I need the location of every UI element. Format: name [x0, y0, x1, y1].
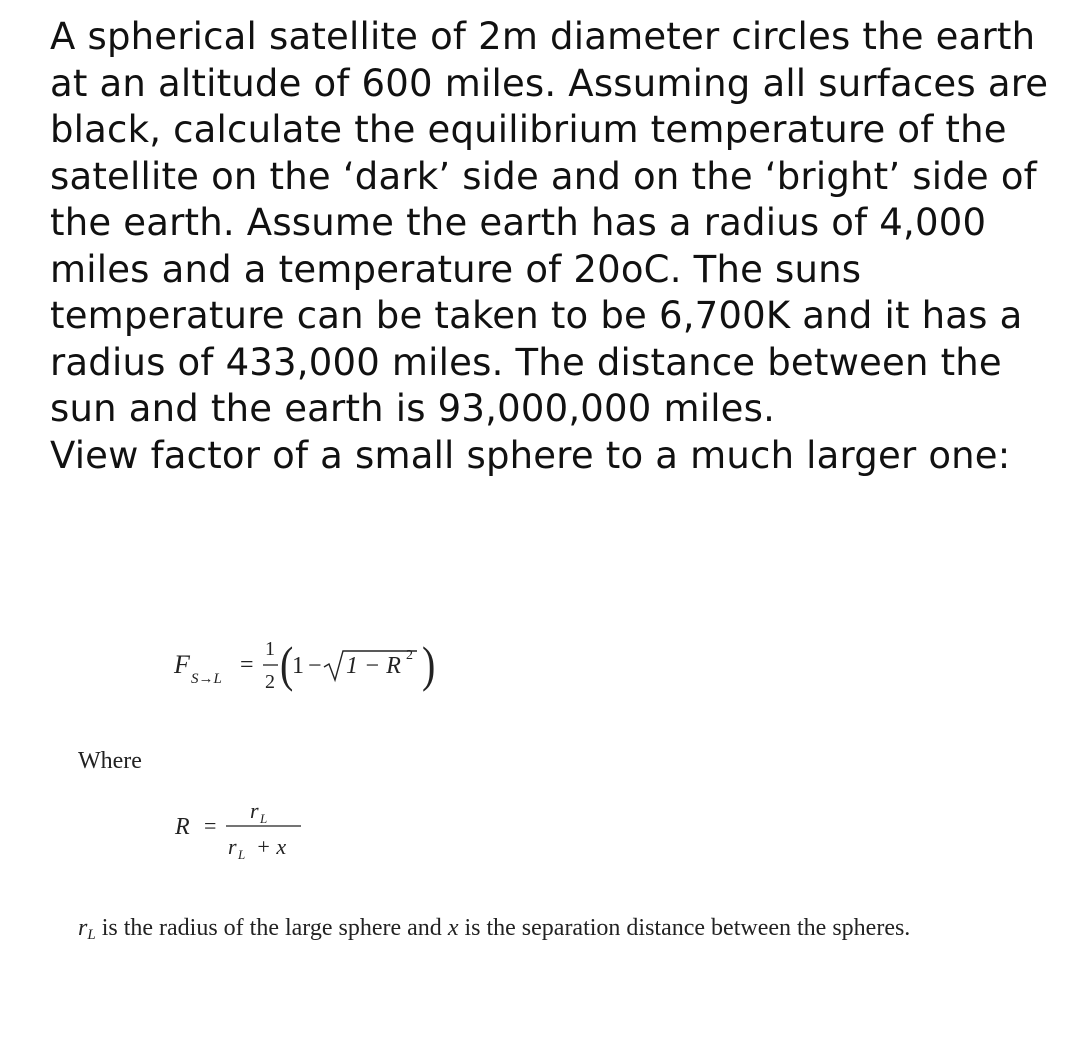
formula-bracket-right: )	[422, 636, 436, 693]
ratio-lhs: R	[175, 814, 190, 840]
view-factor-intro: View factor of a small sphere to a much larger one:	[50, 433, 1011, 477]
formula-minus: −	[308, 653, 322, 679]
ratio-equals: =	[204, 813, 217, 838]
formula-fraction-numerator: 1	[265, 638, 275, 660]
formula-lhs-symbol: F	[174, 650, 190, 679]
formula-lhs-subscript: S→L	[191, 671, 222, 687]
formula-root-content: 1 − R	[346, 653, 401, 679]
ratio-denominator: r	[228, 834, 237, 859]
footnote-symbol-r: r	[78, 915, 88, 941]
footnote-text-part-1: is the radius of the large sphere and	[95, 915, 448, 941]
ratio-numerator: r	[250, 798, 259, 823]
footnote-symbol-r-subscript: L	[87, 927, 96, 943]
problem-statement	[50, 14, 1060, 479]
ratio-denominator-rest: + x	[256, 834, 287, 859]
formula-exponent: 2	[406, 648, 413, 663]
ratio-formula	[170, 790, 330, 870]
where-label: Where	[78, 748, 142, 774]
footnote	[78, 910, 1048, 946]
footnote-symbol-x: x	[447, 915, 459, 941]
formula-fraction-denominator: 2	[265, 671, 275, 693]
view-factor-formula	[170, 625, 490, 715]
ratio-numerator-subscript: L	[260, 811, 268, 826]
formula-bracket-left: (	[280, 636, 294, 693]
footnote-text-part-2: is the separation distance between the spheres.	[458, 915, 911, 941]
formula-equals: =	[240, 652, 254, 678]
problem-paragraph: A spherical satellite of 2m diameter circles the earth at an altitude of 600 miles. Assuming all surfaces are black, calculate the equilibrium temperature of the satellite on the ‘dark’ side and on the ‘bright’ side of the earth. Assume the earth has a radius of 4,000 miles and a temperature of 20oC. The suns temperature can be taken to be 6,700K and it has a radius of 433,000 miles. The distance between the sun and the earth is 93,000,000 miles.	[50, 15, 1049, 430]
ratio-denominator-subscript: L	[238, 847, 246, 862]
formula-one: 1	[292, 653, 304, 679]
